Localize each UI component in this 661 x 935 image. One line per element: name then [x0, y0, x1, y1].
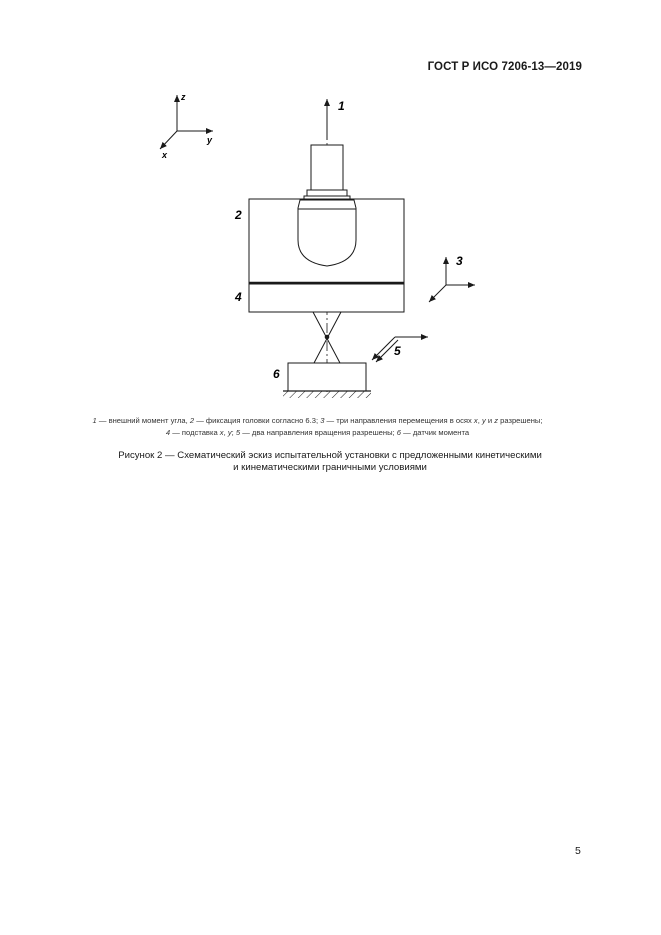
callout-3: 3 — [456, 254, 463, 268]
axis-label-x: x — [162, 150, 168, 160]
callout-5: 5 — [394, 344, 401, 358]
callout-1: 1 — [338, 99, 345, 113]
legend-key-3: 3 — [320, 416, 325, 425]
callout-6: 6 — [273, 367, 280, 381]
legend-axis-z: z — [494, 416, 498, 425]
legend-text: , — [477, 416, 482, 425]
caption-line-2: и кинематическими граничными условиями — [233, 461, 427, 473]
caption-line-1: Рисунок 2 — Схематический эскиз испытательной установки с предложенными кинетическими — [118, 450, 542, 461]
legend-text: — внешний момент угла, — [96, 416, 190, 425]
axis-label-y: y — [207, 135, 213, 145]
implant-stem — [304, 145, 350, 200]
test-setup-diagram — [0, 0, 661, 420]
legend-text: ; — [231, 428, 236, 437]
xy-support-block — [249, 284, 404, 312]
legend-axis-y: y — [227, 428, 232, 437]
legend-text: — фиксация головки согласно 6.3; — [194, 416, 321, 425]
translation-arrows — [429, 257, 475, 302]
coordinate-axes — [160, 95, 213, 149]
legend-text: разрешены; — [498, 416, 543, 425]
document-header: ГОСТ Р ИСО 7206-13—2019 — [427, 61, 582, 73]
legend-text: и — [485, 416, 495, 425]
legend-text: — датчик момента — [401, 428, 470, 437]
legend-axis-y: y — [481, 416, 486, 425]
legend-key-1: 1 — [92, 416, 97, 425]
legend-key-4: 4 — [165, 428, 171, 437]
torque-sensor — [288, 363, 366, 391]
legend-axis-x: x — [473, 416, 478, 425]
callout-4: 4 — [235, 290, 242, 304]
figure-legend — [45, 415, 590, 439]
legend-text: — два направления вращения разрешены; — [240, 428, 397, 437]
legend-axis-x: x — [219, 428, 224, 437]
legend-text: — три направления перемещения в осях — [324, 416, 474, 425]
legend-text: — подставка — [170, 428, 220, 437]
legend-text: , — [223, 428, 228, 437]
callout-2: 2 — [235, 208, 242, 222]
legend-key-2: 2 — [189, 416, 195, 425]
legend-line-2 — [45, 427, 590, 439]
axis-label-z: z — [181, 92, 186, 102]
figure-caption — [60, 450, 600, 473]
page-number: 5 — [575, 845, 581, 857]
legend-key-5: 5 — [235, 428, 241, 437]
joint-pivot — [325, 335, 330, 340]
legend-line-1 — [45, 415, 590, 427]
ground-support — [283, 391, 371, 398]
legend-key-6: 6 — [396, 428, 402, 437]
femoral-head — [298, 200, 356, 266]
